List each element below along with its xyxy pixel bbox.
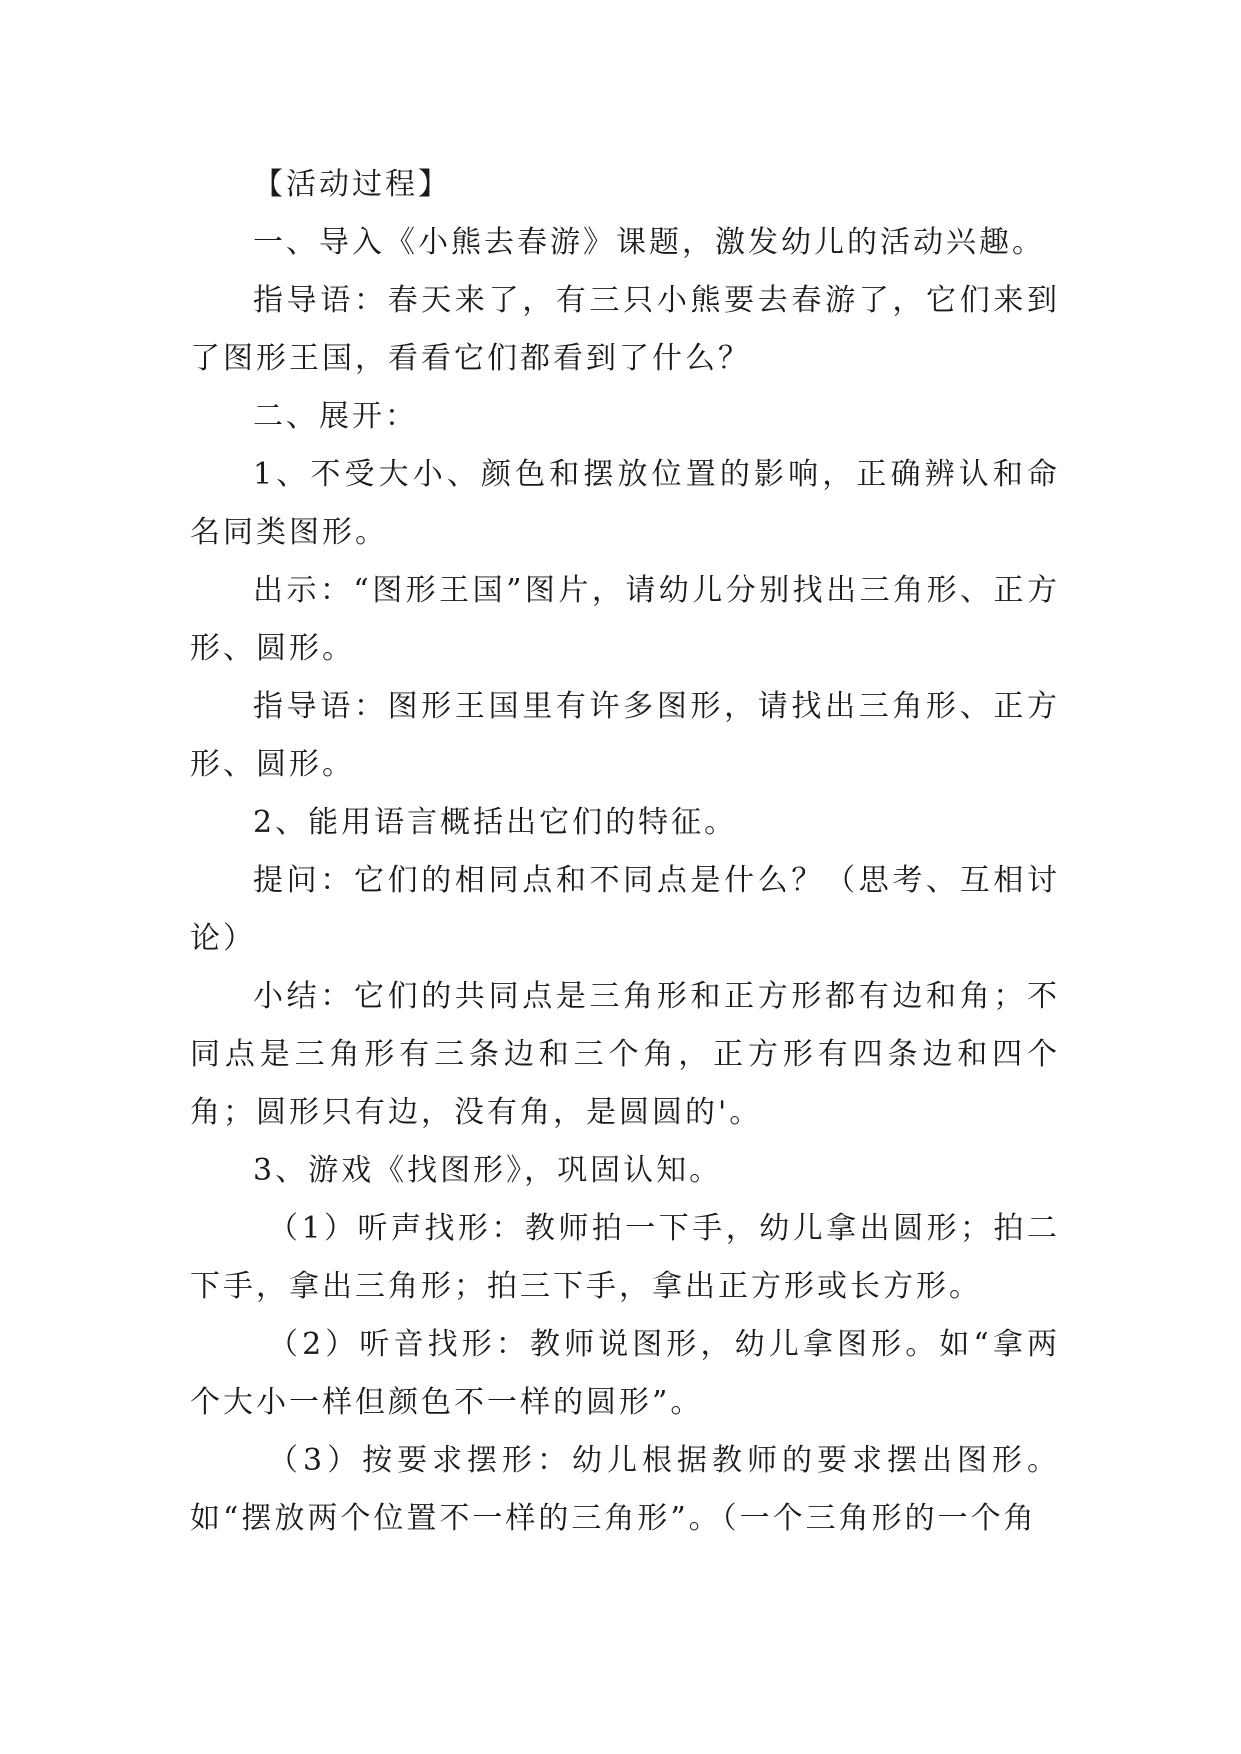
paragraph-item-1 [190,446,1060,562]
paragraph-line: 1、不受大小、颜色和摆放位置的影响，正确辨认和命 [253,457,1060,492]
paragraph-guide-2 [190,678,1060,794]
paragraph-line: 了图形王国，看看它们都看到了什么？ [190,341,751,376]
heading-text: 【活动过程】 [253,167,451,202]
paragraph-line: 名同类图形。 [190,515,388,550]
paragraph-show [190,562,1060,678]
paragraph-intro [190,214,1060,272]
paragraph-line: （2）听音找形：教师说图形，幼儿拿图形。如“拿两 [268,1327,1060,1362]
paragraph-item-3 [190,1142,1060,1200]
paragraph-expand [190,388,1060,446]
paragraph-line: 同点是三角形有三条边和三个角，正方形有四条边和四个角； [190,1037,1060,1130]
paragraph-line: 论） [190,921,256,956]
paragraph-game-1 [190,1200,1060,1316]
paragraph-line: 2、能用语言概括出它们的特征。 [253,805,738,840]
paragraph-line: 二、展开： [253,399,418,434]
paragraph-line: “摆放两个位置不一样的三角形”。（一个三角形的一个角 [223,1501,1037,1536]
paragraph-summary [190,968,1060,1142]
document-body [190,156,1060,1548]
paragraph-line: 出示：“图形王国”图片，请幼儿分别找出三角形、正 [253,573,1027,608]
paragraph-line: （3）按要求摆形：幼儿根据教师的要求摆出图形。如 [190,1443,1060,1536]
paragraph-item-2 [190,794,1060,852]
paragraph-game-2 [190,1316,1060,1432]
paragraph-line: 小结：它们的共同点是三角形和正方形都有边和角；不 [253,979,1060,1014]
paragraph-line: 3、游戏《找图形》，巩固认知。 [253,1153,723,1188]
paragraph-game-3 [190,1432,1060,1548]
paragraph-line: （1）听声找形：教师拍一下手，幼儿拿出圆形；拍二 [268,1211,1060,1246]
paragraph-question [190,852,1060,968]
paragraph-line: 形、圆形。 [190,747,355,782]
paragraph-line: 圆形只有边，没有角，是圆圆的'。 [256,1095,763,1130]
paragraph-line: 指导语：图形王国里有许多图形，请找出三角形、正方 [253,689,1060,724]
paragraph-line: 提问：它们的相同点和不同点是什么？（思考、互相讨 [253,863,1060,898]
paragraph-line: 方形、圆形。 [190,573,1060,666]
section-heading [190,156,1060,214]
paragraph-line: 个大小一样但颜色不一样的圆形”。 [190,1385,704,1420]
paragraph-line: 下手，拿出三角形；拍三下手，拿出正方形或长方形。 [190,1269,982,1304]
paragraph-line: 一、导入《小熊去春游》课题，激发幼儿的活动兴趣。 [253,225,1045,260]
paragraph-line: 指导语：春天来了，有三只小熊要去春游了，它们来到 [253,283,1060,318]
paragraph-guide-1 [190,272,1060,388]
